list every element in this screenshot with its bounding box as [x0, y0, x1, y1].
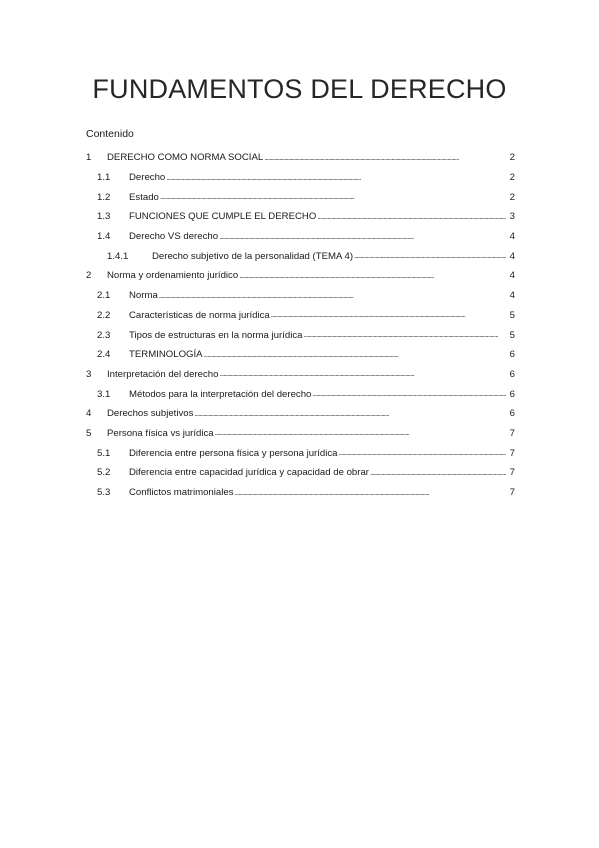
toc-entry[interactable]	[86, 187, 515, 207]
toc-dot-leader	[204, 349, 506, 361]
toc-entry-number: 2.2	[97, 309, 111, 321]
toc-entry-number: 1.4	[97, 231, 111, 243]
toc-entry-page-number: 6	[509, 408, 515, 420]
toc-entry[interactable]	[86, 207, 515, 227]
toc-entry[interactable]	[86, 404, 515, 424]
toc-dot-leader	[160, 191, 506, 203]
toc-entry-number: 2.3	[97, 329, 111, 341]
toc-entry[interactable]	[86, 148, 515, 168]
toc-entry-page-number: 2	[509, 152, 515, 164]
toc-entry-title[interactable]: Norma y ordenamiento jurídico	[107, 270, 239, 282]
toc-entry[interactable]	[86, 384, 515, 404]
toc-entry-page-number: 3	[509, 211, 515, 223]
toc-entry-number: 4	[86, 408, 92, 420]
toc-entry[interactable]	[86, 443, 515, 463]
toc-dot-leader	[159, 290, 506, 302]
toc-entry[interactable]	[86, 463, 515, 483]
toc-entry[interactable]	[86, 266, 515, 286]
toc-dot-leader	[339, 447, 506, 459]
toc-entry[interactable]	[86, 424, 515, 444]
toc-entry-title[interactable]: Derecho VS derecho	[129, 231, 219, 243]
toc-entry[interactable]	[86, 306, 515, 326]
toc-dot-leader	[235, 487, 506, 499]
toc-entry-number: 2	[86, 270, 92, 282]
toc-entry-number: 5	[86, 427, 92, 439]
toc-dot-leader	[312, 388, 506, 400]
document-title: FUNDAMENTOS DEL DERECHO	[92, 74, 507, 104]
toc-dot-leader	[354, 250, 506, 262]
toc-entry-number: 2.1	[97, 290, 111, 302]
toc-entry[interactable]	[86, 168, 515, 188]
toc-entry-title[interactable]: Métodos para la interpretación del derecho	[129, 388, 312, 400]
table-of-contents	[86, 148, 515, 502]
toc-entry-title[interactable]: Persona física vs jurídica	[107, 427, 214, 439]
toc-heading: Contenido	[86, 128, 134, 140]
toc-dot-leader	[370, 467, 506, 479]
toc-entry-title[interactable]: Diferencia entre capacidad jurídica y capacidad de obrar	[129, 467, 369, 479]
toc-entry-title[interactable]: TERMINOLOGÍA	[129, 349, 203, 361]
toc-entry-title[interactable]: Conflictos matrimoniales	[129, 487, 234, 499]
toc-entry-number: 3	[86, 368, 92, 380]
toc-dot-leader	[194, 408, 506, 420]
toc-entry-number: 1	[86, 152, 92, 164]
toc-entry-title[interactable]: DERECHO COMO NORMA SOCIAL	[107, 152, 264, 164]
toc-entry-number: 5.3	[97, 487, 111, 499]
toc-entry-title[interactable]: Características de norma jurídica	[129, 309, 270, 321]
toc-entry[interactable]	[86, 325, 515, 345]
toc-dot-leader	[219, 368, 506, 380]
toc-entry-title[interactable]: Interpretación del derecho	[107, 368, 219, 380]
toc-entry[interactable]	[86, 365, 515, 385]
toc-entry-title[interactable]: Norma	[129, 290, 158, 302]
toc-entry-page-number: 5	[509, 309, 515, 321]
toc-entry-page-number: 4	[509, 250, 515, 262]
toc-dot-leader	[215, 427, 506, 439]
toc-entry[interactable]	[86, 345, 515, 365]
toc-entry-page-number: 6	[509, 388, 515, 400]
toc-entry[interactable]	[86, 246, 515, 266]
toc-entry-title[interactable]: Estado	[129, 191, 159, 203]
toc-entry-number: 2.4	[97, 349, 111, 361]
toc-entry-page-number: 4	[509, 290, 515, 302]
toc-dot-leader	[239, 270, 506, 282]
toc-entry[interactable]	[86, 286, 515, 306]
toc-entry-page-number: 5	[509, 329, 515, 341]
toc-entry-page-number: 7	[509, 447, 515, 459]
toc-dot-leader	[219, 231, 506, 243]
toc-dot-leader	[303, 329, 506, 341]
toc-entry[interactable]	[86, 483, 515, 503]
toc-dot-leader	[166, 172, 506, 184]
toc-dot-leader	[264, 152, 506, 164]
toc-dot-leader	[317, 211, 506, 223]
toc-entry-title[interactable]: Derecho subjetivo de la personalidad (TEMA 4)	[152, 250, 354, 262]
toc-entry-number: 1.3	[97, 211, 111, 223]
toc-entry-page-number: 4	[509, 231, 515, 243]
toc-entry-title[interactable]: Derecho	[129, 172, 166, 184]
toc-dot-leader	[271, 309, 506, 321]
toc-entry-number: 5.1	[97, 447, 111, 459]
toc-entry-page-number: 2	[509, 191, 515, 203]
toc-entry-title[interactable]: Diferencia entre persona física y persona jurídica	[129, 447, 338, 459]
toc-entry-page-number: 7	[509, 467, 515, 479]
toc-entry-page-number: 7	[509, 427, 515, 439]
toc-entry[interactable]	[86, 227, 515, 247]
toc-entry-title[interactable]: Derechos subjetivos	[107, 408, 194, 420]
toc-entry-page-number: 6	[509, 368, 515, 380]
toc-entry-number: 1.4.1	[107, 250, 129, 262]
toc-entry-number: 1.2	[97, 191, 111, 203]
toc-entry-number: 5.2	[97, 467, 111, 479]
toc-entry-page-number: 4	[509, 270, 515, 282]
toc-entry-number: 1.1	[97, 172, 111, 184]
toc-entry-title[interactable]: FUNCIONES QUE CUMPLE EL DERECHO	[129, 211, 317, 223]
toc-entry-page-number: 2	[509, 172, 515, 184]
toc-entry-number: 3.1	[97, 388, 111, 400]
toc-entry-title[interactable]: Tipos de estructuras en la norma jurídica	[129, 329, 303, 341]
toc-entry-page-number: 7	[509, 487, 515, 499]
toc-entry-page-number: 6	[509, 349, 515, 361]
